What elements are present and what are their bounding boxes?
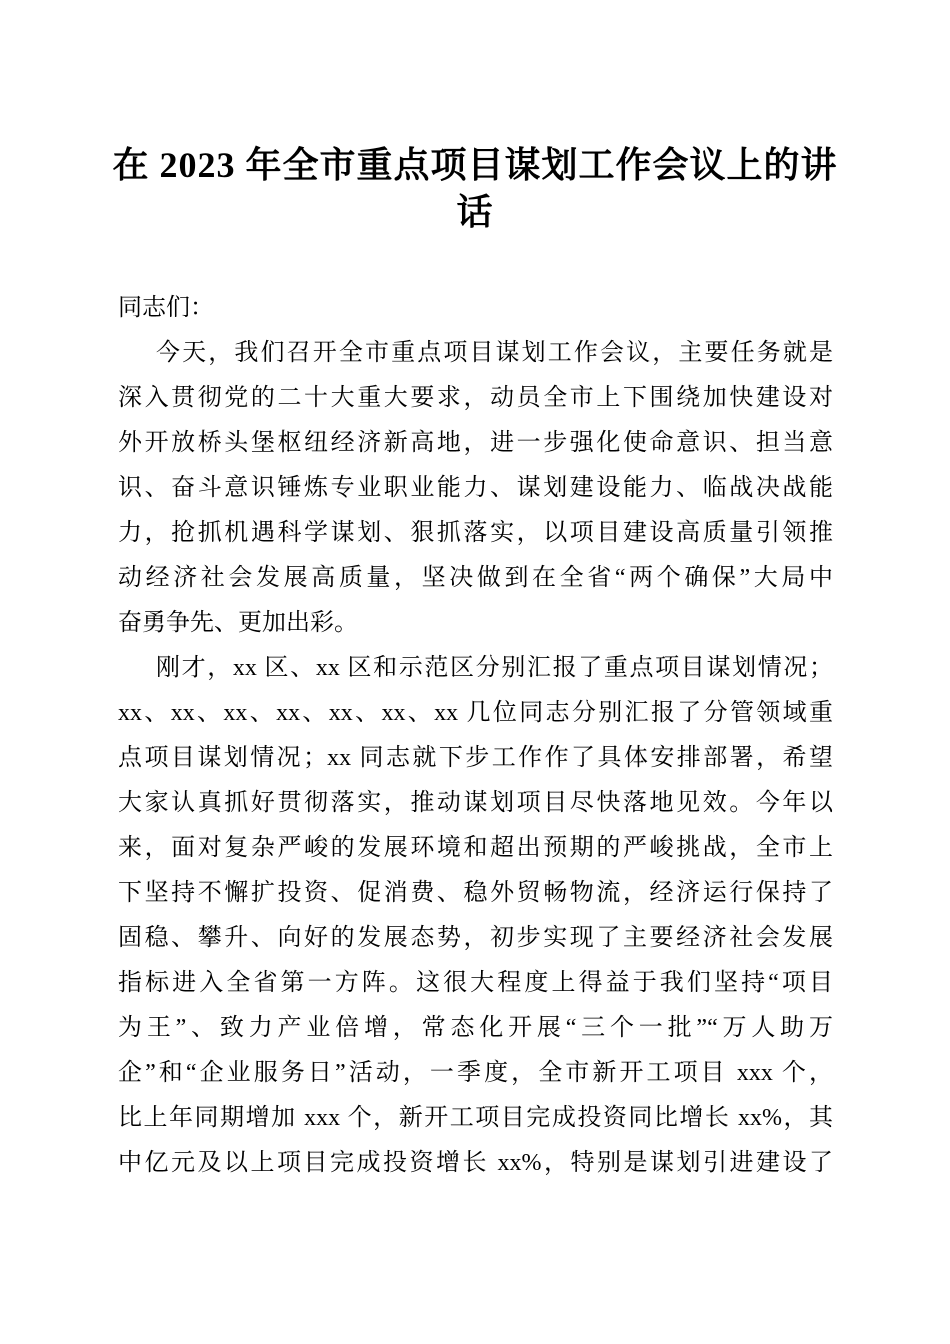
body-line: 下坚持不懈扩投资、促消费、稳外贸畅物流，经济运行保持了 [118, 880, 833, 906]
body-line: 刚才，xx 区、xx 区和示范区分别汇报了重点项目谋划情况； [156, 655, 833, 681]
body-line: 点项目谋划情况；xx 同志就下步工作作了具体安排部署，希望 [118, 745, 833, 771]
body-line: 比上年同期增加 xxx 个，新开工项目完成投资同比增长 xx%，其 [118, 1105, 833, 1131]
body-line: 来，面对复杂严峻的发展环境和超出预期的严峻挑战，全市上 [118, 835, 833, 861]
body-line: 动经济社会发展高质量，坚决做到在全省“两个确保”大局中 [118, 565, 833, 591]
body-line: 大家认真抓好贯彻落实，推动谋划项目尽快落地见效。今年以 [118, 790, 833, 816]
body-line: 力，抢抓机遇科学谋划、狠抓落实，以项目建设高质量引领推 [118, 520, 833, 546]
body-line: 外开放桥头堡枢纽经济新高地，进一步强化使命意识、担当意 [118, 430, 833, 456]
document-body [118, 286, 833, 1186]
body-line: 今天，我们召开全市重点项目谋划工作会议，主要任务就是 [156, 340, 833, 366]
body-line: 固稳、攀升、向好的发展态势，初步实现了主要经济社会发展 [118, 925, 833, 951]
title-line-2: 话 [456, 192, 494, 232]
body-line: 中亿元及以上项目完成投资增长 xx%，特别是谋划引进建设了 [118, 1150, 833, 1176]
body-line: 指标进入全省第一方阵。这很大程度上得益于我们坚持“项目 [118, 970, 833, 996]
body-line: 深入贯彻党的二十大重大要求，动员全市上下围绕加快建设对 [118, 385, 833, 411]
body-line: 识、奋斗意识锤炼专业职业能力、谋划建设能力、临战决战能 [118, 475, 833, 501]
body-line: 企”和“企业服务日”活动，一季度，全市新开工项目 xxx 个， [118, 1060, 833, 1086]
body-line: 奋勇争先、更加出彩。 [118, 610, 358, 636]
body-line: 为王”、致力产业倍增，常态化开展“三个一批”“万人助万 [118, 1015, 833, 1041]
salutation-line: 同志们： [118, 295, 214, 321]
document-title [95, 142, 855, 236]
body-line: xx、xx、xx、xx、xx、xx、xx 几位同志分别汇报了分管领域重 [118, 700, 833, 726]
title-line-1: 在 2023 年全市重点项目谋划工作会议上的讲 [112, 145, 838, 185]
